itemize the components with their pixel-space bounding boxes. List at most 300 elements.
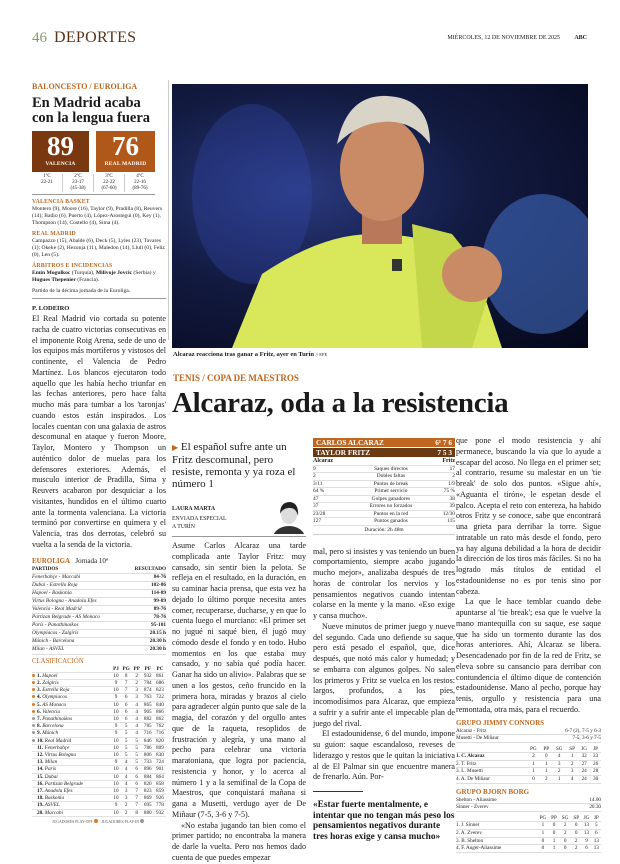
tennis-col3 (456, 436, 601, 716)
game-cell: Partizan Belgrade - AS Monaco (32, 614, 124, 622)
stat-cell: 27 (578, 760, 590, 768)
stat-cell: 3/11 (313, 480, 351, 488)
photo-credit: // EFE (315, 352, 328, 357)
madrid-lineup (32, 231, 166, 259)
standings-row (32, 802, 166, 809)
triangle-bullet-icon: ▶ (172, 443, 179, 452)
stat-cell: Dobles faltas (351, 473, 431, 481)
group-row (456, 753, 601, 761)
team-name: Barcelona (42, 723, 64, 730)
team-cell (32, 780, 112, 787)
stat-row (313, 473, 455, 481)
paragraph: mal, pero si insistes y vas teniendo un buen comportamiento, siempre acabo jugando mucho mejor», analizaba después de tres horas de controlar los nervios y los pensamientos negativos cuando intentan colarse en la mente y la mano. «Eso exige y cansa mucho». (313, 546, 455, 620)
author-location: A TURÍN (172, 523, 195, 530)
team-cell (32, 795, 112, 802)
stat-cell: 716 (142, 730, 154, 737)
team-cell (32, 701, 112, 708)
paragraph: La que le hace temblar cuando debe apuntarse al 'tie break'; esa que le vuelve la mano mantequilla con su saque, ese saque que ha sido un tormento durante las dos horas anteriores. Ahí, Alcaraz se libera. Desencadenado por fin de la red de Fritz, se eleva sobre su cansancio para derribar con contundencia el último dique de contención estadounidense. Mano al pecho, porque hay tenis, orgullo y resistencia para una remontada, otra más, para el recuerdo. (456, 597, 601, 714)
stat-cell: 859 (154, 787, 166, 794)
quarter-q: 2ºC (74, 174, 82, 179)
group-title: GRUPO BJORN BORG (456, 787, 530, 796)
team-name: Fenerbahçe (44, 744, 70, 751)
stat-cell: 3 (552, 760, 566, 768)
game-row (32, 638, 166, 646)
game-cell: París - Panathinaikos (32, 622, 124, 630)
issue-date: MIÉRCOLES, 12 DE NOVIEMBRE DE 2025 (447, 35, 560, 41)
position: 7. (37, 715, 41, 722)
photo-caption (173, 351, 327, 358)
stat-cell: 4 (552, 753, 566, 761)
stat-cell: 24 (578, 776, 590, 784)
col-header: PF (142, 666, 154, 673)
player2-name: TAYLOR FRITZ (316, 448, 371, 457)
stat-cell: 1 (537, 830, 549, 838)
player-name: 1. J. Sinner (456, 822, 537, 830)
stat-cell: 882 (142, 715, 154, 722)
stat-cell: 10 (113, 795, 119, 802)
player-name: 2. T. Fritz (456, 760, 526, 768)
game-row (32, 646, 166, 654)
position: 8. (37, 723, 41, 730)
group-header (456, 815, 601, 822)
quarter-c: (45-38) (70, 186, 86, 191)
col-header: Alcaraz (313, 458, 351, 465)
stat-cell: 901 (154, 766, 166, 773)
stat-cell: 4 (121, 759, 132, 766)
stat-cell: 0 (549, 822, 559, 830)
stat-cell: 862 (154, 715, 166, 722)
no-dot (32, 811, 35, 814)
stat-cell: 806 (142, 751, 154, 758)
group-row (456, 760, 601, 768)
group-row (456, 830, 601, 838)
game-cell: 89-76 (124, 605, 166, 613)
madrid-players: Campazzo (15), Abalde (6), Deck (5), Lyles (23), Tavares (1); Okeke (2), Hezonja (11), Maledon (14), Llull (0), Feliz (0), Len (5). (32, 238, 165, 258)
team-name: Olympiacos (42, 694, 67, 701)
stat-cell: 3 (132, 694, 142, 701)
left-column (32, 82, 166, 825)
team-name: Valencia (42, 708, 61, 715)
stat-cell: 5 (121, 730, 132, 737)
group-row (456, 837, 601, 845)
player-name: 1. C. Alcaraz (456, 753, 526, 761)
stat-cell: 8 (121, 672, 132, 679)
stat-cell: 4 (121, 773, 132, 780)
team-name: AS Monaco (42, 701, 67, 708)
stat-cell: 6 (121, 701, 132, 708)
stat-row (313, 510, 455, 518)
team-cell (32, 759, 112, 766)
stat-cell: Puntos de break (351, 480, 431, 488)
stat-cell: Puntos en la red (351, 510, 431, 518)
ref-country: (Francia). (75, 277, 100, 283)
match-row (456, 728, 601, 735)
stat-cell: 28 (590, 768, 601, 776)
stat-cell: 3 (121, 795, 132, 802)
stat-row (313, 518, 455, 526)
team-cell (32, 694, 112, 701)
stat-cell: 866 (154, 708, 166, 715)
stat-cell: Saques directos (351, 465, 431, 473)
tennis-col2-wrap (313, 438, 455, 842)
stat-cell: 1 (549, 845, 559, 853)
tennis-col3-wrap (456, 436, 601, 853)
stat-cell: 763 (142, 694, 154, 701)
stat-cell: 2 (559, 822, 571, 830)
paragraph: El Real Madrid vio cortada su potente racha de cuatro victorias consecutivas en el imponente Roig Arena, sede de uno de los equipos más mortíferos y vistosos del continente, el Valencia de Pedro Martínez. Los blancos ejecutaron todo aquello que les había hecho triunfar en las fechas anteriores, pero hace falta mucho más para tumbar a los 'taronjas' cuando estos están inspirados. Los locales cuentan con una galaxia de astros descomunal en ataque y fueron Moore, Taylor, Montero y Thompson un auténtico dolor de muelas para los defensores exteriores. Además, el musculo interior de Pradilla, Sima y Reuvers acabaron por desquiciar a los visitantes, hundidos en el último cuarto ante la tormenta valenciana. La victoria terminó por convertirse en quimera y el Valencia, tras dos derrotas, celebró su vuelta a la senda de la victoria. (32, 314, 166, 549)
stat-cell: 1 (526, 768, 540, 776)
standings-row (32, 766, 166, 773)
no-dot (32, 775, 35, 778)
team-name: Partizan Belgrade (44, 780, 83, 787)
stat-cell: 0 (540, 753, 552, 761)
stat-cell: 13 (592, 837, 601, 845)
game-row (32, 589, 166, 597)
match-cell: 14.00 (569, 797, 601, 804)
home-score: 89 (47, 131, 74, 161)
team-cell (32, 715, 112, 722)
stat-cell: 5 (592, 822, 601, 830)
stat-cell: 37 (313, 503, 351, 511)
stat-cell: 10 (113, 687, 119, 694)
team-name: Maccabi (44, 809, 63, 816)
stat-cell: 1 (540, 768, 552, 776)
stat-cell: 874 (142, 687, 154, 694)
stat-cell: 10 (113, 737, 119, 744)
match-cell: 20.30 (569, 804, 601, 812)
game-row (32, 581, 166, 589)
stat-cell: 39 (431, 503, 455, 511)
stat-cell: 4 (132, 715, 142, 722)
stat-cell: 926 (154, 795, 166, 802)
page-number: 46 (32, 30, 47, 46)
stat-cell: 869 (142, 795, 154, 802)
standings-row (32, 787, 166, 794)
quarter-s: 22-21 (41, 180, 53, 185)
standings-row (32, 773, 166, 780)
col-header: SG (559, 815, 571, 822)
position: 18. (37, 795, 44, 802)
quarter-score (63, 174, 94, 192)
stat-cell: 5 (121, 723, 132, 730)
col-header: SP (566, 746, 578, 753)
standings-row (32, 715, 166, 722)
stat-cell: 6 (132, 773, 142, 780)
stat-cell: 0 (571, 830, 581, 838)
stat-cell: 2 (571, 837, 581, 845)
game-note: Partido de la décima jornada de la Euroliga. (32, 288, 166, 299)
stat-cell: 6 (132, 766, 142, 773)
tennis-col1 (172, 541, 306, 864)
quarter-scores (32, 174, 155, 195)
madrid-title: REAL MADRID (32, 231, 76, 237)
stat-cell: 6 (581, 845, 591, 853)
stat-cell: 1 (549, 837, 559, 845)
stat-cell: 784 (142, 679, 154, 686)
quarter-q: 3ºC (105, 174, 113, 179)
quarter-score (125, 174, 155, 192)
stat-cell: 5 (121, 737, 132, 744)
game-cell: 84-76 (124, 573, 166, 581)
match-row (456, 797, 601, 804)
photo-illustration (172, 84, 588, 348)
author-role: ENVIADA ESPECIAL (172, 516, 227, 522)
referees (32, 263, 166, 284)
legend-playoff: JUGADORES PLAY-OFF (52, 819, 93, 824)
playoff-dot-icon (32, 703, 35, 706)
quarter-s: 22-16 (134, 180, 146, 185)
position: 20. (37, 809, 44, 816)
group-row (456, 768, 601, 776)
paragraph: Nueve minutos de primer juego y nueve del segundo. Cada uno defiende su saque, pero está pesado el español, que, dice después, que notó más calor y humedad; y se embarra con algunos golpes. No salen los primeros y Fritz se vuelca en los restos: largos, profundos, a los pies, incomodísimos para Alcaraz, que empieza a sufrir y a sufrir ante el impecable plan de juego del rival. (313, 621, 455, 728)
position: 9. (37, 730, 41, 737)
quarter-score (32, 174, 63, 192)
standings-row (32, 694, 166, 701)
ref-country: (Serbia) y (132, 270, 156, 276)
team-name: Real Madrid (44, 737, 72, 744)
game-cell: 95-101 (124, 622, 166, 630)
game-cell: Virtus Bologna - Anadolu Efes (32, 597, 124, 605)
position: 1. (37, 672, 41, 679)
playoff-dot-icon (32, 695, 35, 698)
col-header: PG (121, 666, 132, 673)
standings-title: CLASIFICACIÓN (32, 657, 84, 665)
stat-cell: 820 (142, 780, 154, 787)
stat-row (313, 480, 455, 488)
stat-cell: 9 (112, 679, 121, 686)
position: 15. (37, 773, 44, 780)
stat-cell: 785 (142, 723, 154, 730)
quarter-c: (67-60) (101, 186, 117, 191)
stat-cell: 2 (526, 753, 540, 761)
stat-cell: 5 (132, 737, 142, 744)
stat-cell: 26 (590, 760, 601, 768)
standings-row (32, 759, 166, 766)
stat-cell: 6 (132, 780, 142, 787)
quarter-q: 1ºC (43, 174, 51, 179)
team-name: Virtus Bologna (44, 751, 76, 758)
game-cell: Milan - ASVEL (32, 646, 124, 654)
away-team: REAL MADRID (104, 161, 147, 167)
stat-cell: 1/9 (431, 480, 455, 488)
stat-cell: 7 (121, 679, 132, 686)
game-row (32, 573, 166, 581)
playoff-dot-icon (32, 688, 35, 691)
stat-cell: 64 % (313, 488, 351, 496)
playoff-dot-icon (94, 819, 98, 823)
stat-cell: 2 (431, 473, 455, 481)
col-header: PP (133, 665, 140, 672)
standings-row (32, 701, 166, 708)
team-name: Estrella Roja (42, 687, 70, 694)
position: 17. (37, 787, 44, 794)
position: 13. (37, 759, 44, 766)
stat-cell: 2 (121, 809, 132, 816)
legend-playin: JUGADORES PLAY-IN (101, 819, 139, 824)
stat-cell: 2 (132, 679, 142, 686)
col-header: RESULTADO (124, 566, 166, 574)
stat-cell: 932 (142, 672, 154, 679)
stat-cell: 24 (578, 768, 590, 776)
stat-cell: 5 (121, 744, 132, 751)
stat-cell: 9 (112, 759, 121, 766)
stat-cell: 1 (540, 760, 552, 768)
stat-cell: 23/28 (313, 510, 351, 518)
ref-name: Emin Mogulkoc (32, 270, 71, 276)
stat-cell: 722 (154, 694, 166, 701)
tennis-headline: Alcaraz, oda a la resistencia (172, 387, 509, 419)
standings-row (32, 679, 166, 686)
game-cell: 99-89 (124, 597, 166, 605)
euroliga-round: Jornada 10ª (75, 556, 108, 565)
game-row (32, 630, 166, 638)
player1-name: CARLOS ALCARAZ (316, 438, 384, 447)
stat-cell: 864 (154, 773, 166, 780)
stat-cell: 9 (112, 802, 121, 809)
stat-cell: 3 (132, 687, 142, 694)
game-row (32, 597, 166, 605)
game-cell: Fenerbahçe - Maccabi (32, 573, 124, 581)
stat-cell: 778 (154, 802, 166, 809)
col-header: PJ (113, 665, 119, 672)
stat-cell: 10 (113, 701, 119, 708)
player-name: 3. L. Musetti (456, 768, 526, 776)
team-cell (32, 723, 112, 730)
team-cell (32, 766, 112, 773)
game-row (32, 605, 166, 613)
alcaraz-photo (172, 84, 588, 348)
standings-row (32, 708, 166, 715)
blank (32, 666, 112, 673)
stat-cell: 10 (113, 715, 119, 722)
stat-row (313, 488, 455, 496)
col-header: JG (578, 746, 590, 753)
game-cell: 20.30 h (124, 646, 166, 654)
stat-cell: 9 (112, 730, 121, 737)
position: 2. (37, 679, 41, 686)
stat-cell: 823 (154, 687, 166, 694)
group-row (456, 776, 601, 784)
byline (172, 498, 306, 537)
standings-row (32, 751, 166, 758)
position: 3. (37, 687, 41, 694)
stat-cell: 7 (121, 687, 132, 694)
stat-cell: 686 (154, 679, 166, 686)
position: 11. (37, 744, 44, 751)
stat-cell: 2 (121, 802, 132, 809)
col-header: PP (540, 746, 552, 753)
ref-name: Hugues Thepenier (32, 277, 76, 283)
stat-cell: 1 (537, 822, 549, 830)
stat-cell: 716 (154, 730, 166, 737)
team-cell (32, 773, 112, 780)
position: 6. (37, 708, 41, 715)
playoff-dot-icon (32, 674, 35, 677)
stat-cell: 2 (132, 672, 142, 679)
author-name: LAURA MARTA (172, 505, 216, 512)
stat-cell: 5 (132, 759, 142, 766)
team-cell (32, 809, 112, 816)
stat-cell: 762 (154, 723, 166, 730)
valencia-title: VALENCIA BASKET (32, 199, 90, 205)
group-borg (456, 788, 601, 853)
stat-cell: 6 (121, 708, 132, 715)
away-score-box (96, 131, 155, 172)
home-score-box (32, 131, 89, 172)
stat-row (313, 465, 455, 473)
euroliga-title: EUROLIGA (32, 556, 71, 565)
stat-cell: 932 (154, 809, 166, 816)
stat-cell: 4 (132, 701, 142, 708)
stat-cell: 0 (571, 822, 581, 830)
stat-cell: 905 (142, 708, 154, 715)
stat-cell: 12/30 (431, 510, 455, 518)
stat-cell: 10 (113, 708, 119, 715)
subtitle-text: El español sufre ante un Fritz descomunal, pero resiste, remonta y ya roza el número 1 (172, 441, 296, 490)
team-name: Dubai (44, 773, 58, 780)
team-name: Anadolu Efes (44, 787, 73, 794)
match-row (456, 735, 601, 743)
no-dot (32, 753, 35, 756)
col-header: JP (592, 815, 601, 822)
stat-cell: 17 (431, 465, 455, 473)
stat-cell: 2 (566, 760, 578, 768)
team-cell (32, 708, 112, 715)
stat-cell: 32 (578, 753, 590, 761)
playoff-dot-icon (32, 710, 35, 713)
game-cell: 20.30 h (124, 638, 166, 646)
blank (456, 746, 526, 753)
team-name: Milan (44, 759, 58, 766)
stat-cell: 10 (113, 787, 119, 794)
player2-sets: 7 5 3 (437, 448, 452, 457)
game-cell: Olympiacos - Zalgiris (32, 630, 124, 638)
stat-cell: 10 (113, 672, 119, 679)
stat-cell: 13 (592, 845, 601, 853)
stat-cell: 10 (113, 766, 119, 773)
position: 14. (37, 766, 44, 773)
stat-cell: 5 (132, 751, 142, 758)
scoreboard (32, 131, 166, 172)
stat-cell: 1 (552, 776, 566, 784)
stat-cell: 4 (132, 730, 142, 737)
stat-cell: 10 (113, 751, 119, 758)
stat-cell: 861 (154, 672, 166, 679)
team-cell (32, 679, 112, 686)
paragraph: El estadounidense, 6 del mundo, impone su guion: saque escandaloso, reveses de liderazgo y restos que le quitan la iniciativa al de El Palmar sin que encuentre manera de frenarlo. Aún. Por- (313, 729, 455, 782)
stat-cell: Errores no forzados (351, 503, 431, 511)
stat-cell: 865 (142, 701, 154, 708)
position: 10. (37, 737, 44, 744)
stat-cell: 2 (559, 830, 571, 838)
match-cell: Alcaraz - Fritz (456, 728, 535, 735)
game-row (32, 614, 166, 622)
group-connors (456, 719, 601, 784)
game-row (32, 622, 166, 630)
game-cell: Dubai - Estrella Roja (32, 581, 124, 589)
team-name: Zalgiris (42, 679, 59, 686)
stat-cell: 0 (559, 837, 571, 845)
stat-cell: 7 (132, 787, 142, 794)
stat-cell: 6 (592, 830, 601, 838)
pull-quote: «Estar fuerte mentalmente, e intentar que no tengan más peso los pensamientos negativos durante tres horas exige y cansa mucho» (313, 800, 455, 842)
col-header: PC (154, 666, 166, 673)
col-header: PG (526, 746, 540, 753)
stat-cell: 13 (581, 830, 591, 838)
stat-cell: 30 (590, 776, 601, 784)
tennis-subtitle (172, 441, 306, 490)
team-cell (32, 802, 112, 809)
